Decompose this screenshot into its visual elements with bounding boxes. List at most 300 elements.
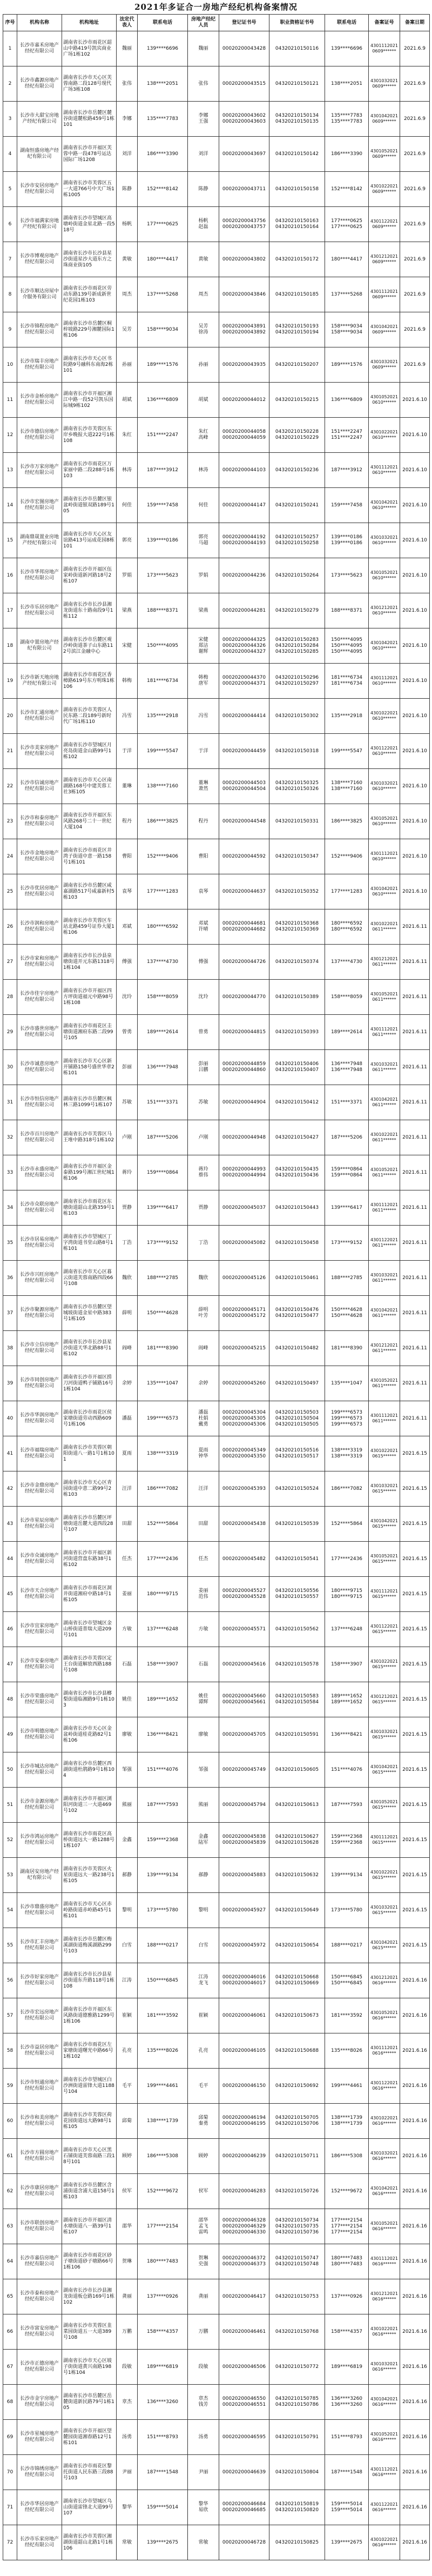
cell-agent-phone: [325, 1752, 369, 1788]
cell-agent-phone: [325, 1190, 369, 1226]
agency-name: 长沙市百川房地产经纪有限公司: [19, 1132, 59, 1143]
cell-agent-registration-no: [219, 1682, 269, 1717]
filing-number: 43010520210616******: [370, 2221, 398, 2231]
agent-registration-no: 00020200045661: [222, 1700, 266, 1705]
cell-agent-certificate-no: [269, 1577, 325, 1612]
cell-filing-date: [400, 734, 430, 769]
legal-phone: 139****6696: [146, 45, 179, 51]
cell-agent-certificate-no: [269, 1155, 325, 1190]
agent-phone: 189****6819: [330, 2364, 363, 2370]
row-number: 9: [8, 326, 12, 332]
cell-agency-address: [62, 137, 117, 172]
agent-name: 唐军: [198, 681, 208, 686]
legal-representative: 余婷: [122, 1380, 132, 1386]
agency-name: 长沙市诚意房地产经纪有限公司: [19, 1061, 59, 1073]
cell-agent-phone: [325, 1507, 369, 1542]
cell-agent-certificate-no: [269, 418, 325, 453]
cell-row-number: [3, 2525, 17, 2560]
table-row: [3, 1998, 430, 2033]
agent-phone: 180****4417: [330, 256, 363, 262]
cell-row-number: [3, 2244, 17, 2279]
table-row: [3, 2174, 430, 2209]
cell-legal-phone: [138, 1928, 188, 1963]
filing-date: 2021.6.16: [402, 1977, 427, 1983]
cell-legal-phone: [138, 1471, 188, 1507]
cell-agent-registration-no: [219, 1893, 269, 1928]
cell-agent-phone: [325, 1682, 369, 1717]
cell-filing-number: [369, 1296, 400, 1331]
cell-legal-representative: [117, 172, 138, 207]
cell-filing-number: [369, 137, 400, 172]
agent-phone: 188****8371: [330, 607, 363, 613]
cell-filing-number: [369, 1261, 400, 1296]
row-number: 10: [6, 362, 14, 367]
filing-number: 43010520210610******: [370, 816, 398, 826]
table-row: [3, 312, 430, 347]
legal-phone: 180****4417: [146, 256, 179, 262]
agent-registration-no: 00020200045082: [222, 1240, 266, 1246]
cell-agency-address: [62, 312, 117, 347]
filing-date: 2021.6.16: [402, 2012, 427, 2018]
cell-agency-address: [62, 1120, 117, 1155]
agency-address: 湖南省长沙市开福区浏阳河街道三一大道469号102: [63, 1796, 112, 1814]
table-row: [3, 277, 430, 312]
filing-number: 43010420210611******: [370, 1308, 398, 1318]
cell-legal-representative: [117, 1401, 138, 1436]
header-filing-date: 备案日期: [400, 15, 430, 31]
agent-phone: 138****1739: [330, 2115, 363, 2120]
agency-address: 湖南省长沙市天心区友谊路413号运成花园8栋101: [63, 531, 114, 549]
agent-name: 杜娟: [198, 1415, 208, 1421]
agent-certificate-no: 04320210150516: [275, 1448, 319, 1453]
cell-agent-name: [188, 980, 219, 1015]
cell-filing-number: [369, 558, 400, 593]
cell-filing-number: [369, 1893, 400, 1928]
agency-name: 长沙市乐家房地产经纪有限公司: [19, 2537, 59, 2548]
agent-phone: 137****5268: [330, 291, 363, 297]
cell-agency-address: [62, 2525, 117, 2560]
cell-agent-phone: [325, 2279, 369, 2314]
legal-representative: 侯军: [122, 2188, 132, 2194]
agent-phone: 187****7593: [330, 1802, 363, 1808]
cell-agent-name: [188, 102, 219, 137]
cell-agent-registration-no: [219, 558, 269, 593]
agency-name: 长沙市华居房地产经纪有限公司: [19, 2501, 59, 2513]
agent-name: 刘洋: [198, 151, 208, 157]
row-number: 47: [6, 1661, 14, 1667]
cell-agent-registration-no: [219, 2279, 269, 2314]
filing-date: 2021.6.16: [402, 2188, 427, 2194]
row-number: 18: [6, 643, 14, 648]
cell-agent-certificate-no: [269, 347, 325, 383]
cell-filing-number: [369, 1682, 400, 1717]
cell-row-number: [3, 1401, 17, 1436]
agent-phone: 135****7783: [330, 119, 363, 124]
legal-phone: 177****2436: [146, 1556, 179, 1562]
agency-address: 湖南省长沙市长沙县星沙街道东升路118号1栋108: [63, 1971, 114, 1989]
cell-legal-representative: [117, 1050, 138, 1085]
filing-date: 2021.6.15: [402, 1626, 427, 1632]
cell-agency-address: [62, 593, 117, 628]
filing-table: [3, 14, 430, 2560]
agent-registration-no: 00020200043892: [222, 330, 266, 335]
cell-row-number: [3, 628, 17, 664]
cell-agent-certificate-no: [269, 242, 325, 277]
cell-legal-phone: [138, 804, 188, 839]
agent-name: 龙飞: [198, 1980, 208, 1986]
cell-agent-name: [188, 2139, 219, 2174]
cell-filing-date: [400, 1155, 430, 1190]
cell-filing-number: [369, 1471, 400, 1507]
agent-name: 侯军: [198, 2188, 208, 2194]
agency-address: 湖南省长沙市开福区捞刀河街道鸭子铺路16号1栋104: [63, 1374, 113, 1392]
cell-agency-address: [62, 1647, 117, 1682]
cell-agent-phone: [325, 1998, 369, 2033]
cell-agent-certificate-no: [269, 699, 325, 734]
legal-representative: 贾静: [122, 1205, 132, 1210]
cell-agent-phone: [325, 1471, 369, 1507]
legal-phone: 135****8026: [146, 2048, 179, 2053]
cell-agent-registration-no: [219, 1296, 269, 1331]
agent-name: 秦勇: [198, 2121, 208, 2126]
cell-agency-address: [62, 1998, 117, 2033]
cell-legal-phone: [138, 277, 188, 312]
cell-agent-certificate-no: [269, 2069, 325, 2104]
agent-certificate-no: 04320210150578: [275, 1661, 319, 1667]
cell-legal-representative: [117, 1577, 138, 1612]
header-agency-address: 机构地址: [62, 15, 117, 31]
cell-filing-number: [369, 418, 400, 453]
cell-agent-phone: [325, 523, 369, 558]
cell-agent-registration-no: [219, 1015, 269, 1050]
cell-legal-representative: [117, 1963, 138, 1998]
cell-agent-registration-no: [219, 804, 269, 839]
table-row: [3, 593, 430, 628]
cell-agency-address: [62, 207, 117, 242]
agent-phone: 136****8421: [330, 1731, 363, 1737]
row-number: 31: [6, 1099, 14, 1105]
agent-phone: 159****0864: [330, 1173, 363, 1178]
cell-agency-address: [62, 1682, 117, 1717]
agent-phone: 152****9672: [330, 2188, 363, 2194]
agent-registration-no: 00020200046551: [222, 2402, 266, 2407]
row-number: 45: [6, 1591, 14, 1597]
agent-registration-no: 00020200044193: [222, 540, 266, 546]
legal-representative: 邓斌: [122, 924, 132, 929]
table-row: [3, 1858, 430, 1893]
cell-legal-phone: [138, 1507, 188, 1542]
cell-agent-phone: [325, 699, 369, 734]
cell-filing-date: [400, 945, 430, 980]
cell-agent-phone: [325, 980, 369, 1015]
cell-legal-representative: [117, 347, 138, 383]
filing-number: 43010420210615******: [370, 1518, 398, 1529]
cell-legal-phone: [138, 2490, 188, 2525]
agent-name: 宋健: [198, 637, 208, 643]
agent-certificate-no: 04320210150326: [275, 786, 319, 792]
legal-phone: 158****9034: [146, 326, 179, 332]
cell-legal-phone: [138, 488, 188, 523]
agency-name: 长沙市金源房地产经纪有限公司: [19, 1799, 59, 1810]
table-row: [3, 1647, 430, 1682]
cell-agent-name: [188, 1507, 219, 1542]
agent-certificate-no: 04320210150692: [275, 2083, 319, 2089]
cell-agent-certificate-no: [269, 839, 325, 874]
agent-certificate-no: 04320210150557: [275, 1594, 319, 1600]
cell-agency-name: [17, 1823, 62, 1858]
cell-legal-phone: [138, 347, 188, 383]
cell-agent-name: [188, 137, 219, 172]
agent-phone: 187****3912: [330, 467, 363, 473]
legal-representative: 宋健: [122, 643, 132, 648]
header-filing-number: 备案证号: [369, 15, 400, 31]
cell-agency-address: [62, 769, 117, 804]
agent-registration-no: 00020200046417: [222, 2293, 266, 2299]
cell-agent-registration-no: [219, 839, 269, 874]
agent-registration-no: 00020200046017: [222, 1980, 266, 1986]
cell-filing-date: [400, 488, 430, 523]
document-title: 2021年多证合一房地产经纪机构备案情况: [134, 2, 298, 12]
cell-row-number: [3, 102, 17, 137]
cell-agent-certificate-no: [269, 2033, 325, 2069]
agent-registration-no: 00020200043935: [222, 362, 266, 367]
cell-agent-name: [188, 2490, 219, 2525]
agency-name: 湖南居安房地产经纪有限公司: [19, 1869, 59, 1881]
agency-address: 湖南省长沙市望城区金山桥街道普瑞大道209号101: [63, 1620, 112, 1638]
cell-legal-representative: [117, 1471, 138, 1507]
cell-legal-phone: [138, 2174, 188, 2209]
agent-registration-no: 00020200046330: [222, 2229, 266, 2235]
table-row: [3, 1261, 430, 1296]
filing-date: 2021.6.11: [402, 959, 427, 965]
agent-certificate-no: 04320210150736: [275, 2229, 319, 2235]
agent-registration-no: 00020200045171: [222, 1307, 266, 1313]
cell-agent-name: [188, 628, 219, 664]
legal-representative: 石磊: [122, 1661, 132, 1667]
agency-name: 长沙市鼎盛房地产经纪有限公司: [19, 1904, 59, 1916]
cell-agency-name: [17, 1542, 62, 1577]
cell-agent-phone: [325, 769, 369, 804]
cell-filing-number: [369, 1366, 400, 1401]
agent-certificate-no: 04320210150134: [275, 113, 319, 118]
agency-address: 湖南省长沙市芙蓉区东岸乡晚报大道222号1栋108: [63, 426, 114, 444]
agent-certificate-no: 04320210150726: [275, 2188, 319, 2194]
agent-registration-no: 00020200046550: [222, 2396, 266, 2401]
cell-agency-name: [17, 1050, 62, 1085]
cell-agent-registration-no: [219, 1647, 269, 1682]
filing-date: 2021.6.15: [402, 1696, 427, 1702]
agency-name: 湖南恒盛房地产经纪有限公司: [19, 148, 59, 159]
agency-name: 长沙市优居房地产经纪有限公司: [19, 886, 59, 897]
cell-row-number: [3, 1331, 17, 1366]
legal-representative: 毛平: [122, 2083, 132, 2089]
agency-name: 长沙市盛世房地产经纪有限公司: [19, 1026, 59, 1038]
agent-name: 陆军: [198, 1840, 208, 1845]
legal-representative: 尹丽: [122, 2469, 132, 2475]
cell-agent-phone: [325, 1542, 369, 1577]
cell-agency-address: [62, 1331, 117, 1366]
cell-agent-registration-no: [219, 2139, 269, 2174]
cell-filing-date: [400, 1507, 430, 1542]
agent-name: 傅强: [198, 959, 208, 965]
agent-certificate-no: 04320210150748: [275, 2261, 319, 2267]
agency-name: 长沙市福满家房地产经纪有限公司: [19, 218, 59, 230]
cell-legal-representative: [117, 2174, 138, 2209]
table-row: [3, 558, 430, 593]
cell-row-number: [3, 1577, 17, 1612]
cell-agent-name: [188, 1471, 219, 1507]
agent-name: 阎峰: [198, 1345, 208, 1351]
filing-number: 43010520210610******: [370, 394, 398, 405]
agent-registration-no: 00020200044592: [222, 853, 266, 859]
agency-address: 湖南省长沙市长沙县榔梨街道临湘路9号1栋103: [63, 1690, 114, 1708]
cell-agency-name: [17, 1436, 62, 1471]
agency-name: 湖南鼎晟置业房地产经纪有限公司: [19, 534, 59, 546]
cell-agent-registration-no: [219, 2350, 269, 2385]
cell-filing-number: [369, 2069, 400, 2104]
table-row: [3, 172, 430, 207]
agent-registration-no: 00020200044414: [222, 713, 266, 719]
filing-date: 2021.6.9: [403, 291, 426, 297]
cell-legal-representative: [117, 2385, 138, 2420]
table-row: [3, 1542, 430, 1577]
legal-representative: 白雪: [122, 1942, 132, 1948]
legal-representative: 程丹: [122, 818, 132, 824]
cell-agent-name: [188, 1542, 219, 1577]
agent-registration-no: 00020200045172: [222, 1313, 266, 1319]
agent-certificate-no: 04320210150368: [275, 921, 319, 926]
cell-agent-registration-no: [219, 102, 269, 137]
cell-agent-name: [188, 1612, 219, 1647]
row-number: 3: [8, 116, 12, 122]
cell-agency-name: [17, 1471, 62, 1507]
agency-address: 湖南省长沙市天心区黑石铺街道芙蓉南路三段18号101: [63, 2147, 115, 2165]
agent-phone: 159****5014: [330, 2507, 363, 2513]
agency-address: 湖南省长沙市芙蓉区韭菜园街道五一大道389号108: [63, 2323, 112, 2340]
cell-filing-date: [400, 839, 430, 874]
cell-row-number: [3, 1050, 17, 1085]
cell-legal-representative: [117, 383, 138, 418]
cell-filing-date: [400, 1226, 430, 1261]
legal-phone: 189****1576: [146, 362, 179, 367]
agent-phone: 136****3260: [330, 2396, 363, 2401]
cell-agent-registration-no: [219, 1542, 269, 1577]
agent-registration-no: 00020200046685: [222, 2507, 266, 2513]
agent-phone: 150****4095: [330, 637, 363, 643]
filing-number: 43010320210615******: [370, 1483, 398, 1494]
agent-certificate-no: 04320210150158: [275, 186, 319, 192]
header-legal-representative: 法定代表人: [117, 15, 138, 31]
cell-agent-certificate-no: [269, 31, 325, 66]
cell-filing-number: [369, 242, 400, 277]
cell-legal-representative: [117, 1928, 138, 1963]
filing-date: 2021.6.15: [402, 1486, 427, 1491]
filing-number: 43010420210610******: [370, 640, 398, 651]
cell-agency-name: [17, 1296, 62, 1331]
cell-agency-address: [62, 804, 117, 839]
cell-legal-phone: [138, 2420, 188, 2455]
cell-filing-date: [400, 312, 430, 347]
agent-certificate-no: 04320210150524: [275, 1486, 319, 1491]
cell-row-number: [3, 1471, 17, 1507]
table-row: [3, 2490, 430, 2525]
filing-date: 2021.6.15: [402, 1450, 427, 1456]
cell-legal-phone: [138, 523, 188, 558]
cell-agent-registration-no: [219, 1401, 269, 1436]
agency-address: 湖南省长沙市雨花区高桥街道远大一路1288号1栋107: [63, 1831, 114, 1849]
agent-certificate-no: 04320210150229: [275, 435, 319, 440]
legal-representative: 汪洋: [122, 1486, 132, 1491]
cell-agency-name: [17, 980, 62, 1015]
agent-name: 蔡伟: [198, 1173, 208, 1178]
cell-agency-address: [62, 2314, 117, 2350]
cell-filing-number: [369, 839, 400, 874]
agency-address: 湖南省长沙市天心区赤岭路街道赤岭路45号1栋101: [63, 1901, 112, 1919]
row-number: 41: [6, 1450, 14, 1456]
cell-filing-number: [369, 1998, 400, 2033]
agent-certificate-no: 04320210150436: [275, 1173, 319, 1178]
agent-certificate-no: 04320210150517: [275, 1454, 319, 1459]
cell-row-number: [3, 2490, 17, 2525]
agent-registration-no: 00020200046595: [222, 2434, 266, 2440]
agency-name: 长沙市汇通房地产经纪有限公司: [19, 710, 59, 721]
agent-phone: 139****0186: [330, 534, 363, 540]
agent-registration-no: 00020200046329: [222, 2223, 266, 2229]
cell-agency-address: [62, 1261, 117, 1296]
row-number: 49: [6, 1731, 14, 1737]
cell-agent-certificate-no: [269, 2455, 325, 2490]
agent-registration-no: 00020200046283: [222, 2188, 266, 2194]
cell-filing-number: [369, 1507, 400, 1542]
agent-certificate-no: 04320210150556: [275, 1588, 319, 1594]
agency-name: 长沙市金宇房地产经纪有限公司: [19, 2396, 59, 2407]
cell-agent-registration-no: [219, 1998, 269, 2033]
cell-agent-certificate-no: [269, 1507, 325, 1542]
cell-filing-number: [369, 2174, 400, 2209]
cell-row-number: [3, 1436, 17, 1471]
cell-filing-date: [400, 804, 430, 839]
agent-certificate-no: 04320210150477: [275, 1313, 319, 1319]
agent-certificate-no: 04320210150296: [275, 675, 319, 680]
row-number: 44: [6, 1556, 14, 1562]
cell-filing-date: [400, 277, 430, 312]
agent-name: 王强: [198, 119, 208, 124]
cell-filing-number: [369, 2244, 400, 2279]
agent-name: 黄敏: [198, 256, 208, 262]
cell-agency-address: [62, 1050, 117, 1085]
agency-address: 湖南省长沙市岳麓区坪塘街道岳麓大道西段28号107: [63, 1515, 113, 1533]
legal-phone: 136****8421: [146, 1731, 179, 1737]
agent-registration-no: 00020200043891: [222, 324, 266, 329]
filing-date: 2021.6.11: [402, 1169, 427, 1175]
cell-row-number: [3, 593, 17, 628]
agency-address: 湖南省长沙市开福区四方坪街道福元中路98号1栋108: [63, 988, 113, 1006]
cell-agency-address: [62, 418, 117, 453]
agent-certificate-no: 04320210150193: [275, 324, 319, 329]
agent-registration-no: 00020200046639: [222, 2469, 266, 2475]
cell-agent-registration-no: [219, 1331, 269, 1366]
filing-date: 2021.6.11: [402, 1134, 427, 1140]
filing-date: 2021.6.11: [402, 1345, 427, 1351]
agent-phone: 189****2614: [330, 1029, 363, 1035]
agent-certificate-no: 04320210150734: [275, 2217, 319, 2223]
filing-number: 43010520210611******: [370, 992, 398, 1002]
legal-representative: 段敏: [122, 2364, 132, 2370]
cell-agency-name: [17, 2525, 62, 2560]
agent-registration-no: 00020200046061: [222, 2012, 266, 2018]
agent-name: 董琳: [198, 780, 208, 786]
cell-agency-name: [17, 804, 62, 839]
